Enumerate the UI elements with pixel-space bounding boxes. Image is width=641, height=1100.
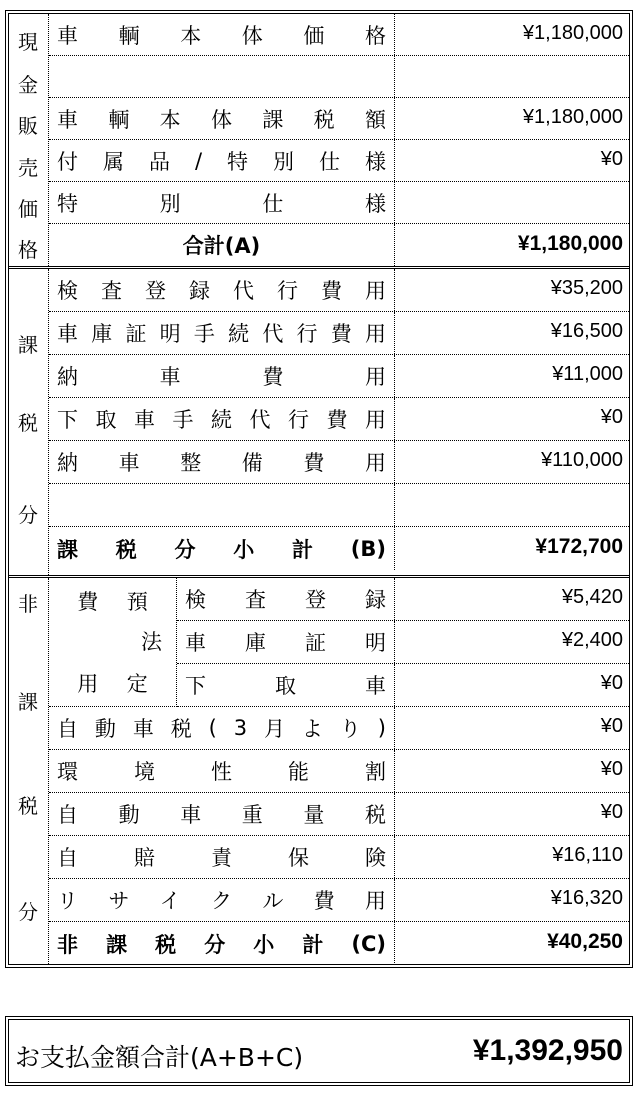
column-divider bbox=[394, 879, 395, 921]
label-char: 費 bbox=[303, 451, 325, 475]
vertical-char: 課 bbox=[18, 333, 38, 357]
label-char: 取 bbox=[275, 674, 296, 698]
table-row bbox=[49, 793, 629, 836]
row-value: ¥1,180,000 bbox=[522, 106, 623, 128]
table-row bbox=[49, 56, 629, 98]
label-char: 費 bbox=[313, 889, 335, 913]
label-char: 月 bbox=[264, 717, 286, 741]
table-row bbox=[49, 398, 629, 441]
label-char: 体 bbox=[210, 107, 232, 132]
row-label bbox=[49, 140, 394, 181]
column-divider bbox=[394, 312, 395, 354]
row-value: ¥0 bbox=[600, 715, 623, 737]
label-char: 計 bbox=[292, 537, 313, 562]
label-char: 小 bbox=[253, 932, 275, 957]
label-char: 用 bbox=[365, 279, 386, 303]
section3-vertical-label bbox=[9, 578, 49, 964]
label-char: り bbox=[339, 717, 361, 741]
row-label bbox=[49, 707, 394, 749]
column-divider bbox=[394, 14, 395, 55]
label-char: 動 bbox=[118, 803, 140, 827]
label-char: 非 bbox=[57, 932, 78, 957]
vertical-char: 価 bbox=[18, 197, 38, 221]
vertical-char: 販 bbox=[18, 114, 38, 138]
table-row bbox=[177, 578, 629, 621]
label-char: / bbox=[194, 148, 203, 173]
column-divider bbox=[394, 527, 395, 570]
label-char: 代 bbox=[233, 279, 254, 303]
label-char: 車 bbox=[57, 23, 78, 48]
label-char: 行 bbox=[288, 408, 309, 432]
label-char: 性 bbox=[211, 760, 232, 784]
table-row bbox=[177, 621, 629, 664]
table-row bbox=[177, 664, 629, 707]
label-char: 車 bbox=[118, 451, 140, 475]
label-char: 重 bbox=[241, 803, 263, 827]
label-char: 車 bbox=[185, 631, 206, 655]
label-char: 下 bbox=[57, 408, 78, 432]
label-char: 車 bbox=[134, 408, 155, 432]
label-char: 格 bbox=[364, 23, 386, 48]
row-label bbox=[49, 355, 394, 397]
label-char: 付 bbox=[57, 149, 78, 174]
label-char: 車 bbox=[132, 717, 154, 741]
label-char: (B) bbox=[350, 536, 386, 561]
column-divider bbox=[394, 224, 395, 266]
column-divider bbox=[394, 836, 395, 878]
label-char: 預 bbox=[126, 590, 148, 614]
label-char: 用 bbox=[364, 365, 386, 389]
label-char: 証 bbox=[125, 322, 147, 346]
label-char: 品 bbox=[148, 149, 170, 174]
row-label bbox=[49, 441, 394, 483]
row-value: ¥16,500 bbox=[550, 320, 623, 342]
label-char: 明 bbox=[365, 631, 386, 655]
vertical-char: 分 bbox=[18, 503, 38, 527]
vertical-char: 税 bbox=[18, 794, 38, 818]
row-value: ¥1,180,000 bbox=[517, 232, 623, 255]
row-label bbox=[49, 98, 394, 139]
label-char: 行 bbox=[277, 279, 298, 303]
label-char: サ bbox=[108, 889, 130, 913]
row-value: ¥0 bbox=[600, 672, 623, 694]
row-label bbox=[49, 56, 394, 97]
label-char: ) bbox=[377, 716, 386, 740]
label-char: 車 bbox=[57, 322, 78, 346]
label-char: 車 bbox=[159, 365, 181, 389]
row-value: ¥110,000 bbox=[541, 449, 623, 471]
row-label bbox=[49, 312, 394, 354]
column-divider bbox=[394, 441, 395, 483]
label-char: 行 bbox=[296, 322, 318, 346]
label-char: 手 bbox=[193, 322, 215, 346]
label-char: 自 bbox=[57, 846, 78, 870]
vertical-char: 税 bbox=[18, 411, 38, 435]
label-char: 険 bbox=[365, 846, 386, 870]
table-row bbox=[49, 355, 629, 398]
label-char: 分 bbox=[174, 537, 196, 562]
vertical-char: 分 bbox=[18, 900, 38, 924]
row-label bbox=[49, 750, 394, 792]
label-char: 課 bbox=[106, 932, 128, 957]
row-value: ¥0 bbox=[600, 758, 623, 780]
label-char: 定 bbox=[126, 672, 148, 696]
label-char: 査 bbox=[245, 588, 266, 612]
label-char: 登 bbox=[145, 279, 166, 303]
label-char: 手 bbox=[172, 408, 194, 432]
label-char: 計 bbox=[302, 932, 324, 957]
label-char: 境 bbox=[134, 760, 155, 784]
label-char: 録 bbox=[365, 588, 386, 612]
subtotal-row bbox=[49, 224, 629, 266]
grand-total-box bbox=[5, 1016, 633, 1086]
label-char: 属 bbox=[102, 149, 124, 174]
column-divider bbox=[394, 140, 395, 181]
estimate-table bbox=[5, 10, 633, 968]
label-text: 合計(A) bbox=[182, 234, 261, 258]
label-char: 用 bbox=[365, 408, 386, 432]
row-label bbox=[49, 182, 394, 223]
grand-total-value: ¥1,392,950 bbox=[472, 1034, 623, 1067]
label-char: 費 bbox=[77, 590, 99, 614]
label-char: 費 bbox=[330, 322, 352, 346]
label-char: ル bbox=[262, 889, 284, 913]
label-char: 体 bbox=[241, 23, 263, 48]
section2 bbox=[9, 269, 629, 578]
label-char: 環 bbox=[57, 760, 78, 784]
table-row bbox=[49, 312, 629, 355]
label-char: 用 bbox=[364, 889, 386, 913]
label-char: 庫 bbox=[91, 322, 113, 346]
column-divider bbox=[394, 578, 395, 620]
label-char: 責 bbox=[211, 846, 232, 870]
label-char: 続 bbox=[211, 408, 232, 432]
label-char: 査 bbox=[101, 279, 122, 303]
label-char: 登 bbox=[305, 588, 326, 612]
label-char: 賠 bbox=[134, 846, 155, 870]
subtotal-row bbox=[49, 922, 629, 965]
column-divider bbox=[394, 355, 395, 397]
label-char: 特 bbox=[57, 191, 78, 216]
row-label bbox=[49, 269, 394, 311]
label-char: 下 bbox=[185, 674, 206, 698]
label-char: 仕 bbox=[318, 149, 340, 174]
vertical-char: 非 bbox=[18, 592, 38, 616]
label-char: 取 bbox=[95, 408, 117, 432]
label-char: 検 bbox=[185, 588, 206, 612]
label-char: 庫 bbox=[245, 631, 266, 655]
section1-vertical-label bbox=[9, 14, 49, 266]
row-label bbox=[49, 527, 394, 570]
label-char: 整 bbox=[180, 451, 202, 475]
label-char: 様 bbox=[364, 191, 386, 216]
column-divider bbox=[394, 707, 395, 749]
column-divider bbox=[394, 98, 395, 139]
row-value: ¥40,250 bbox=[547, 930, 623, 953]
row-label bbox=[49, 922, 394, 965]
row-value: ¥35,200 bbox=[550, 277, 623, 299]
vertical-char: 売 bbox=[18, 156, 38, 180]
label-char: 税 bbox=[313, 107, 335, 132]
column-divider bbox=[394, 922, 395, 965]
row-value: ¥16,110 bbox=[552, 844, 623, 866]
label-char: 備 bbox=[241, 451, 263, 475]
label-char: 車 bbox=[180, 803, 202, 827]
label-char: 車 bbox=[57, 107, 78, 132]
table-row bbox=[49, 269, 629, 312]
vertical-char: 現 bbox=[18, 30, 38, 54]
row-value: ¥11,000 bbox=[552, 363, 623, 385]
label-char: 代 bbox=[262, 322, 284, 346]
column-divider bbox=[394, 269, 395, 311]
column-divider bbox=[394, 398, 395, 440]
label-char: 税 bbox=[155, 932, 177, 957]
row-label bbox=[49, 398, 394, 440]
label-char: 明 bbox=[159, 322, 181, 346]
table-row bbox=[49, 879, 629, 922]
row-value: ¥5,420 bbox=[561, 586, 623, 608]
row-value: ¥172,700 bbox=[535, 535, 623, 558]
label-char: 税 bbox=[364, 803, 386, 827]
row-value: ¥0 bbox=[600, 801, 623, 823]
row-value: ¥2,400 bbox=[561, 629, 623, 651]
label-char: 特 bbox=[227, 149, 249, 174]
label-char: 税 bbox=[170, 717, 192, 741]
row-label bbox=[177, 621, 394, 663]
vertical-char: 課 bbox=[18, 690, 38, 714]
row-label bbox=[49, 224, 394, 266]
label-char: 保 bbox=[288, 846, 309, 870]
table-row bbox=[49, 707, 629, 750]
column-divider bbox=[394, 484, 395, 526]
table-row bbox=[49, 484, 629, 527]
label-char: イ bbox=[159, 889, 181, 913]
label-char: 仕 bbox=[262, 191, 284, 216]
column-divider bbox=[394, 621, 395, 663]
label-char: 課 bbox=[57, 537, 78, 562]
section1 bbox=[9, 14, 629, 269]
row-value: ¥1,180,000 bbox=[522, 22, 623, 44]
label-char: 割 bbox=[365, 760, 386, 784]
label-char: 税 bbox=[115, 537, 137, 562]
label-char: ( bbox=[208, 716, 217, 740]
label-char: 額 bbox=[364, 107, 386, 132]
label-char: 量 bbox=[303, 803, 325, 827]
label-char: 3 bbox=[233, 716, 248, 740]
label-char: 法 bbox=[141, 630, 162, 654]
table-row bbox=[49, 441, 629, 484]
label-char: 代 bbox=[249, 408, 271, 432]
table-row bbox=[49, 182, 629, 224]
label-char: 別 bbox=[273, 149, 294, 174]
label-char: 輌 bbox=[118, 23, 140, 48]
label-char: ク bbox=[210, 889, 232, 913]
row-label bbox=[177, 578, 394, 620]
label-char: 自 bbox=[57, 717, 78, 741]
table-row bbox=[49, 836, 629, 879]
label-char: 輌 bbox=[108, 107, 130, 132]
vertical-char: 金 bbox=[18, 73, 38, 97]
table-row bbox=[49, 140, 629, 182]
row-label bbox=[177, 664, 394, 706]
table-row bbox=[49, 14, 629, 56]
label-char: 自 bbox=[57, 803, 78, 827]
label-char: 続 bbox=[228, 322, 250, 346]
label-char: 様 bbox=[364, 149, 386, 174]
row-value: ¥0 bbox=[600, 406, 623, 428]
section3 bbox=[9, 578, 629, 964]
row-label bbox=[49, 14, 394, 55]
label-char: よ bbox=[301, 717, 323, 741]
label-char: 小 bbox=[233, 537, 255, 562]
row-label bbox=[49, 793, 394, 835]
column-divider bbox=[394, 56, 395, 97]
vertical-char: 格 bbox=[18, 238, 38, 262]
label-char: 課 bbox=[262, 107, 284, 132]
label-char: 証 bbox=[305, 631, 326, 655]
table-row bbox=[49, 98, 629, 140]
grand-total-label: お支払金額合計(A+B+C) bbox=[15, 1043, 304, 1072]
label-char: 納 bbox=[57, 365, 78, 389]
table-row bbox=[49, 750, 629, 793]
label-char: 納 bbox=[57, 451, 78, 475]
row-value: ¥16,320 bbox=[550, 887, 623, 909]
column-divider bbox=[394, 793, 395, 835]
column-divider bbox=[394, 750, 395, 792]
label-char: 費 bbox=[321, 279, 342, 303]
label-char: 録 bbox=[189, 279, 210, 303]
label-char: 費 bbox=[326, 408, 348, 432]
label-char: 別 bbox=[159, 191, 181, 216]
row-label bbox=[49, 836, 394, 878]
group-label-line bbox=[63, 626, 162, 656]
label-char: (C) bbox=[351, 931, 386, 956]
label-char: 車 bbox=[365, 674, 386, 698]
column-divider bbox=[394, 664, 395, 706]
label-char: 動 bbox=[94, 717, 116, 741]
statutory-fee-group-label bbox=[49, 578, 177, 707]
section2-vertical-label bbox=[9, 269, 49, 575]
column-divider bbox=[394, 182, 395, 223]
label-char: 価 bbox=[303, 23, 325, 48]
label-char: 用 bbox=[364, 322, 386, 346]
label-char: 分 bbox=[204, 932, 226, 957]
row-value: ¥0 bbox=[600, 148, 623, 170]
label-char: 検 bbox=[57, 279, 78, 303]
label-char: 用 bbox=[364, 451, 386, 475]
label-char: 費 bbox=[262, 365, 284, 389]
label-char: 用 bbox=[77, 672, 99, 696]
label-char: 本 bbox=[180, 23, 202, 48]
row-label bbox=[49, 879, 394, 921]
subtotal-row bbox=[49, 527, 629, 570]
row-label bbox=[49, 484, 394, 526]
group-label-line bbox=[63, 668, 162, 698]
group-label-line bbox=[63, 586, 162, 616]
label-char: リ bbox=[57, 889, 78, 913]
label-char: 能 bbox=[288, 760, 309, 784]
label-char: 本 bbox=[159, 107, 181, 132]
